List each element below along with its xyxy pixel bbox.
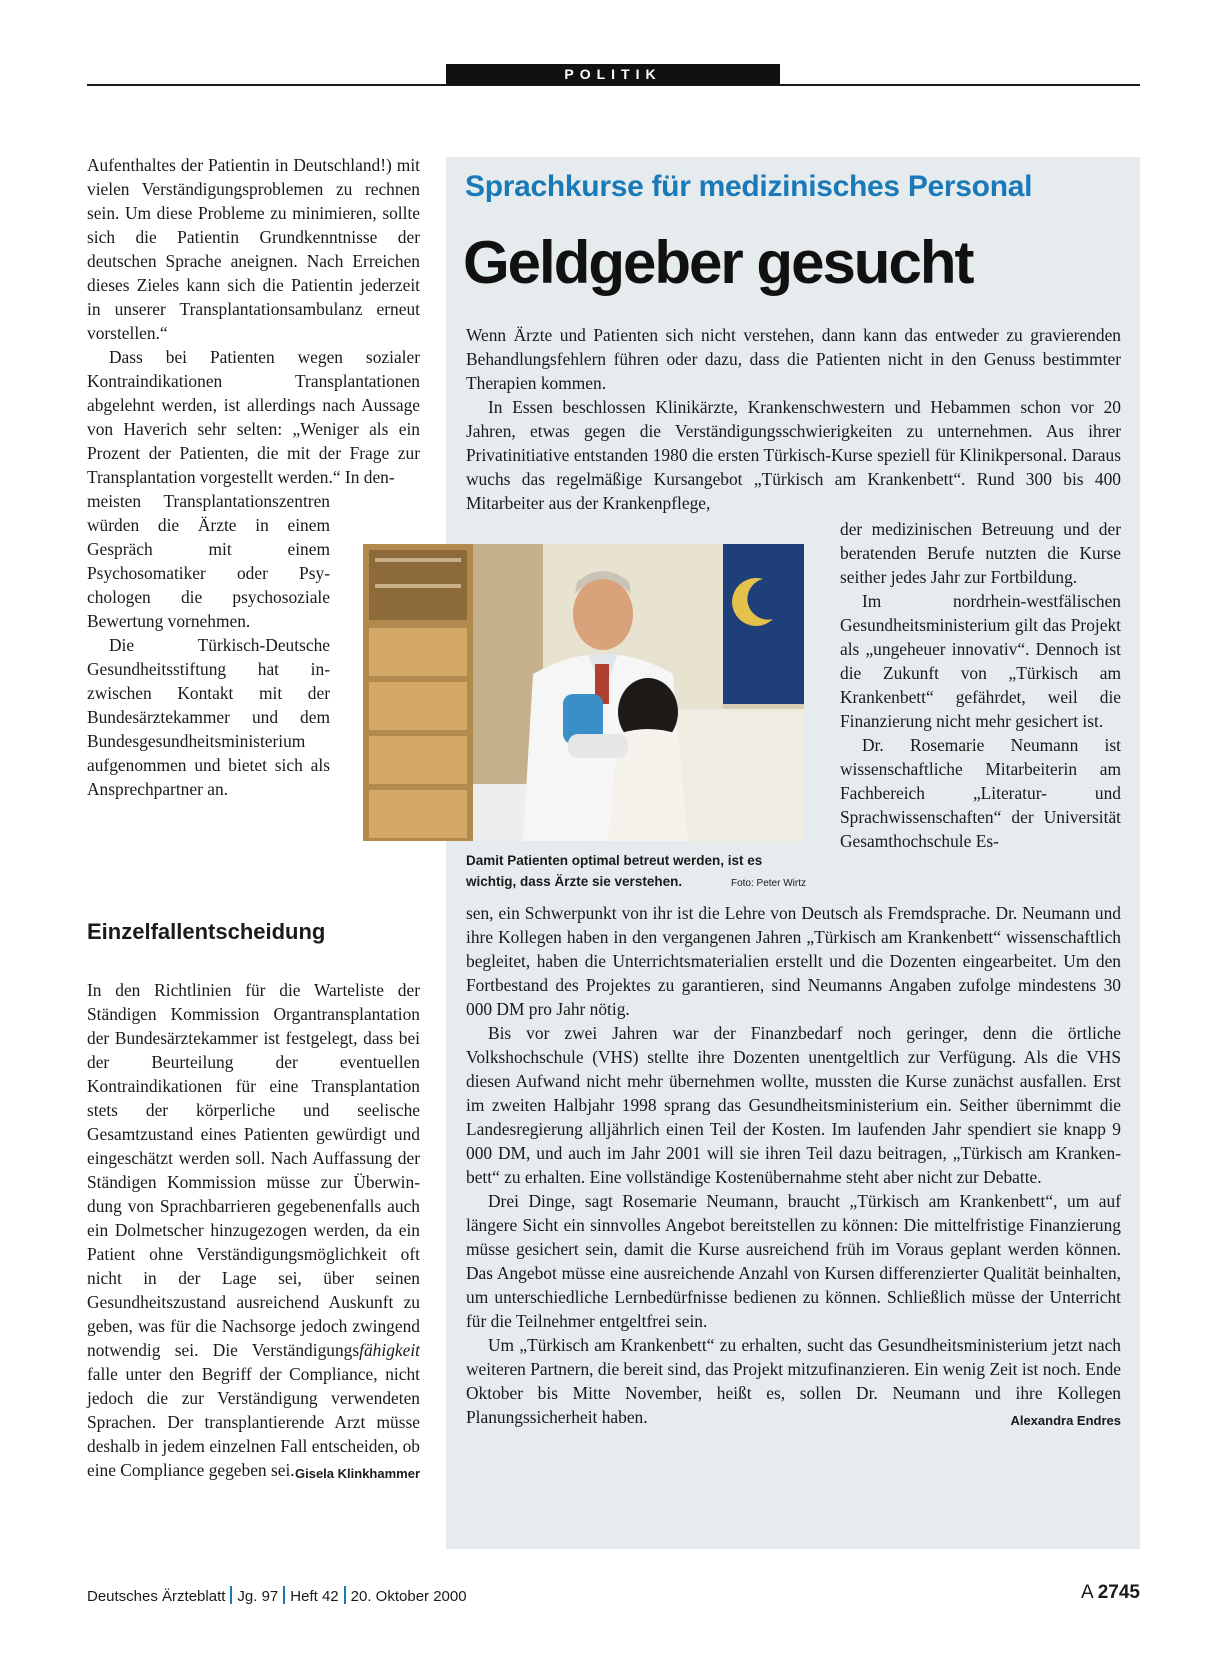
box-paragraph-7: Um „Türkisch am Krankenbett“ zu erhalten, sucht das Gesundheitsministerium jetzt nach weiteren Partnern, die bereit sind, das Projekt mitzufinanzieren. Ein wenig Zeit ist noch. Ende Oktober bis Mitte November, heißt es, sollen Dr. Neumann und ihre Kollegen Planungssicherheit haben. Alexandra Endres (466, 1333, 1121, 1429)
box-paragraph-4a: Dr. Rosemarie Neumann ist wissenschaftliche Mitarbeiterin am Fachbereich „Literatur- und Sprachwissenschaften“ der Universität Gesamthochschule Es- (840, 735, 1121, 851)
box-author: Alexandra Endres (1010, 1413, 1121, 1428)
section-label: POLITIK (446, 64, 780, 85)
box-paragraph-4b: sen, ein Schwerpunkt von ihr ist die Lehre von Deutsch als Fremdsprache. Dr. Neumann und ihre Kollegen haben in den vergangenen Jahren „Türkisch am Krankenbett“ wissenschaftlich begleitet, haben die Unterrichtsmaterialien erstellt und die Dozenten eingearbeitet. Um den Fortbestand des Projektes zu garantieren, sind Neumanns Angaben zufolge mindestens 30 000 DM pro Jahr nötig. (466, 903, 1121, 1019)
page-number: A 2745 (1081, 1582, 1140, 1603)
left-paragraph-4: In den Richtlinien für die Warteliste der Ständigen Kommission Organtransplantation der Bundesärztekammer ist festgelegt, dass bei der Beurteilung der eventuellen Kontraindikationen für eine Transplantation stets der körperliche und seelische Gesamtzustand eines Patienten gewürdigt und eingeschätzt werden soll. Nach Auffassung der Ständigen Kommission müsse zur Überwindung von Sprachbarrieren gegebenenfalls auch ein Dolmetscher hinzugezogen werden, da ein Patient ohne Verständigungsmöglichkeit oft nicht in der Lage sei, über seinen Gesundheitszustand ausreichend Auskunft zu geben, was für die Nachsorge jedoch zwingend notwendig sei. Die Verständigungsfähigkeit falle unter den Begriff der Compliance, nicht jedoch die zur Verständigung verwendeten Sprachen. Der transplantierende Arzt müsse deshalb in jedem einzelnen Fall entscheiden, ob eine Compliance gegeben sei. Gisela Klinkhammer (87, 978, 420, 1482)
left-paragraph-2a: Dass bei Patienten wegen sozialer Kontraindikationen Transplantationen abgelehnt werden, ist allerdings nach Aussage von Haverich sehr selten: „Weniger als ein Prozent der Patienten, die mit der Frage zur Transplantation vorgestellt werden.“ In den- (87, 347, 420, 487)
left-author: Gisela Klinkhammer (295, 1466, 420, 1481)
box-column-bottom (466, 901, 1121, 1433)
footer-separator (283, 1586, 285, 1604)
box-paragraph-6: Drei Dinge, sagt Rosemarie Neumann, braucht „Türkisch am Krankenbett“, um auf längere Sicht ein sinnvolles Angebot bereitstellen zu können: Die mittelfristige Finanzierung müsse gesichert sein, damit die Kurse ausreichend früh im Voraus geplant werden können. Das Angebot müsse eine ausreichende Anzahl von Kursen differenzierter Qualität beinhalten, um unterschiedliche Lernbedürfnisse bedienen zu können. Schließlich müsse der Unterricht für die Teilnehmer entgeltfrei sein. (466, 1191, 1121, 1331)
journal-volume: Jg. 97 (237, 1588, 279, 1605)
subheading: Einzelfallentscheidung (87, 919, 326, 944)
left-paragraph-2b: meisten Transplantationszentren würden die Ärzte in einem Gespräch mit einem Psychosomatiker oder Psychologen die psychosoziale Bewertung vornehmen. (87, 491, 330, 631)
photo-credit: Foto: Peter Wirtz (730, 878, 806, 889)
journal-issue: Heft 42 (290, 1588, 339, 1605)
footer-separator (344, 1586, 346, 1604)
journal-name: Deutsches Ärzteblatt (87, 1588, 226, 1605)
journal-date: 20. Oktober 2000 (350, 1588, 467, 1605)
page-footer (87, 1582, 1140, 1610)
left-paragraph-3: Die Türkisch-Deutsche Gesundheitsstiftung hat inzwischen Kontakt mit der Bundesärztekammer und dem Bundesgesundheitsministerium aufgenommen und bietet sich als Ansprechpartner an. (87, 635, 330, 799)
box-paragraph-2a: In Essen beschlossen Klinikärzte, Krankenschwestern und Hebammen schon vor 20 Jahren, etwas gegen die Verständigungsschwierigkeiten zu unternehmen. Aus ihrer Privatinitiative entstanden 1980 die ersten Türkisch-Kurse speziell für Klinikpersonal. Daraus wuchs das regelmäßige Kursangebot „Türkisch am Krankenbett“. Rund 300 bis 400 Mitarbeiter aus der Krankenpflege, (466, 397, 1121, 513)
article-kicker: Sprachkurse für medizinisches Personal (465, 170, 1033, 203)
article-photo (363, 544, 804, 841)
photo-caption (466, 850, 806, 894)
caption-text: Damit Patienten optimal betreut werden, ist es wichtig, dass Ärzte sie verstehen. (466, 853, 763, 889)
left-paragraph-1: Aufenthaltes der Patientin in Deutschland!) mit vielen Verständigungsproblemen zu rechnen sein. Um diese Probleme zu minimieren, sollte sich die Patientin Grundkenntnisse der deutschen Sprache aneignen. Nach Erreichen dieses Zieles kann sich die Patientin jederzeit in unserer Transplantationsambulanz erneut vorstellen.“ (87, 155, 420, 343)
box-paragraph-2b: der medizinischen Betreuung und der beratenden Berufe nutzten die Kurse seither jedes Jahr zur Fortbildung. (840, 519, 1121, 587)
box-column-narrow (840, 517, 1121, 853)
box-paragraph-1: Wenn Ärzte und Patienten sich nicht verstehen, dann kann das entweder zu gravierenden Behandlungsfehlern führen oder dazu, dass die Patienten nicht in den Genuss bestimmter Therapien kommen. (466, 325, 1121, 393)
box-column-top (466, 323, 1121, 515)
footer-separator (230, 1586, 232, 1604)
article-headline: Geldgeber gesucht (463, 229, 973, 296)
box-paragraph-5: Bis vor zwei Jahren war der Finanzbedarf noch geringer, denn die örtliche Volkshochschule (VHS) stellte ihre Dozenten unentgeltlich zur Verfügung. Als die VHS diesen Aufwand nicht mehr übernehmen wollte, mussten die Kurse zunächst ausfallen. Erst im zweiten Halbjahr 1998 sprang das Gesundheitsministerium ein. Seither übernimmt die Landesregierung alljährlich einen Teil der Kosten. Im laufenden Jahr spendiert sie knapp 9 000 DM, und auch im Jahr 2001 will sie ihren Teil dazu beitragen, „Türkisch am Krankenbett“ zu erhalten. Eine vollständige Kostenübernahme steht aber nicht zur Debatte. (466, 1023, 1121, 1187)
box-paragraph-3: Im nordrhein-westfälischen Gesundheitsministerium gilt das Projekt als „ungeheuer innovativ“. Dennoch ist die Zukunft von „Türkisch am Krankenbett“ gefährdet, weil die Finanzierung nicht mehr gesichert ist. (840, 591, 1121, 731)
left-column-lower (87, 978, 420, 1486)
